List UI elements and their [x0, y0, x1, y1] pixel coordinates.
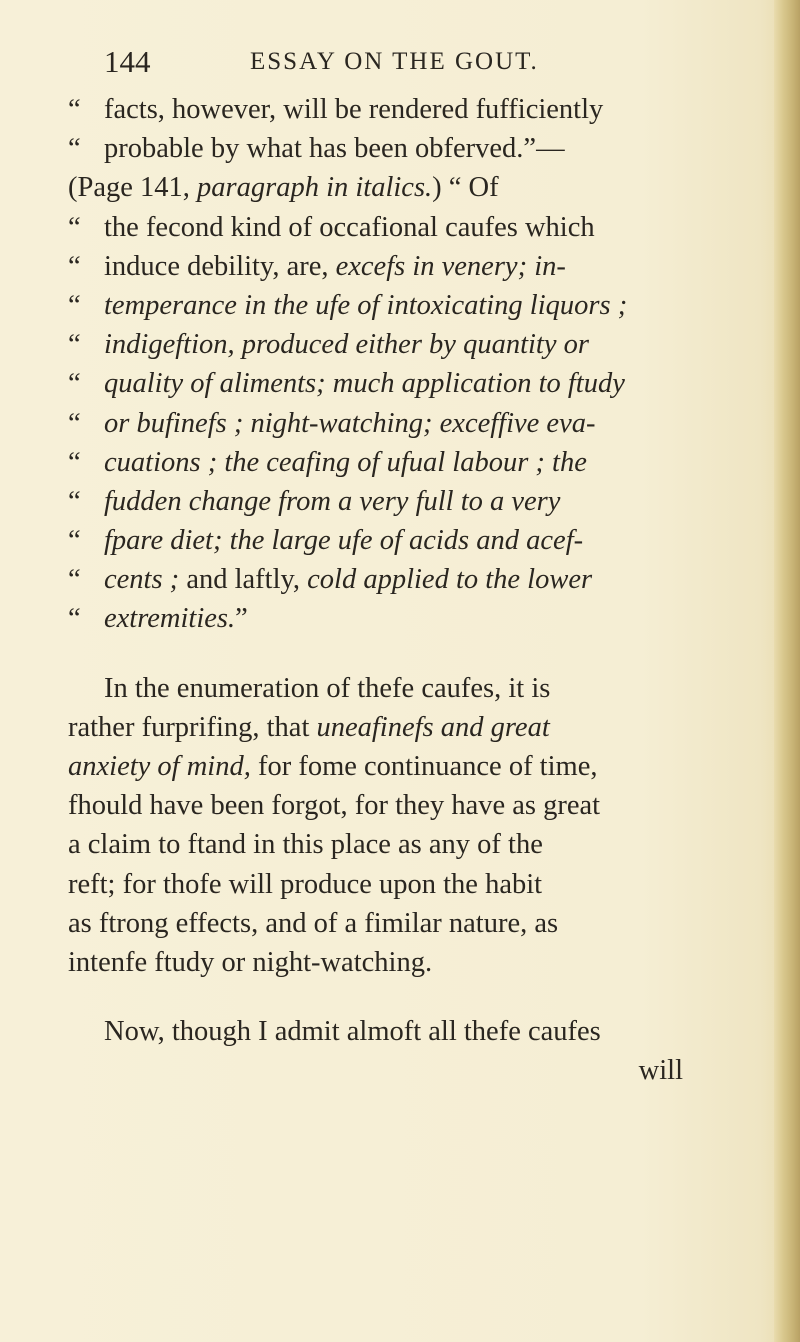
text-run: extremities.: [104, 603, 236, 635]
quote-line: [68, 90, 723, 129]
text-run: temperance in the ufe of intoxicating liquors ;: [104, 289, 628, 321]
text-run: and laftly,: [186, 564, 308, 596]
paragraph-line: [68, 669, 723, 708]
text-run: quality of aliments; much application to ftudy: [104, 368, 625, 400]
text-run: probable by what has been obferved.”—: [104, 133, 565, 165]
paragraph-line: [68, 943, 723, 982]
text-run: or bufinefs ; night-watching; exceffive eva-: [104, 407, 596, 439]
text-run: intenfe ftudy or night-watching.: [68, 946, 433, 978]
text-run: fhould have been forgot, for they have as great: [68, 790, 601, 822]
text-run: “: [68, 525, 81, 557]
quote-line: [68, 482, 723, 521]
text-run: “: [68, 564, 81, 596]
paragraph-line: [68, 786, 723, 825]
paragraph-line: [68, 904, 723, 943]
quote-line: [68, 364, 723, 403]
page-edge-shadow: [774, 0, 800, 1342]
quote-line: [68, 599, 723, 638]
quote-line: [68, 443, 723, 482]
text-run: a claim to ftand in this place as any of the: [68, 829, 543, 861]
paragraph: [68, 669, 723, 983]
quote-line: [68, 208, 723, 247]
paragraph-line: [68, 708, 723, 747]
text-run: “: [68, 211, 81, 243]
text-run: fpare diet; the large ufe of acids and acef-: [104, 525, 584, 557]
page-number: 144: [104, 44, 151, 79]
quote-line: [68, 286, 723, 325]
text-run: indigeftion, produced either by quantity or: [104, 329, 589, 361]
text-run: the fecond kind of occafional caufes which: [104, 211, 595, 243]
quote-line: [68, 247, 723, 286]
text-run: In the enumeration of thefe caufes, it is: [104, 672, 551, 704]
catchword: will: [638, 1055, 683, 1087]
text-run: “: [68, 485, 81, 517]
text-run: “: [68, 329, 81, 361]
text-run: “: [68, 133, 81, 165]
text-run: “: [68, 289, 81, 321]
text-run: “: [68, 94, 81, 125]
quote-line: [68, 325, 723, 364]
text-run: excefs in venery; in-: [335, 250, 566, 282]
text-run: “: [68, 446, 81, 478]
quote-line: [68, 168, 723, 207]
text-run: cold applied to the lower: [307, 564, 593, 596]
paragraph-line: [68, 825, 723, 864]
quote-line: [68, 404, 723, 443]
text-run: ”: [235, 603, 248, 635]
quote-line: [68, 521, 723, 560]
page-header: [104, 44, 704, 84]
text-run: “: [68, 603, 81, 635]
final-line: Now, though I admit almoft all thefe caufes: [104, 1016, 601, 1048]
text-run: “: [68, 407, 81, 439]
text-run: induce debility, are,: [104, 250, 336, 282]
quoted-passage: [68, 90, 723, 639]
text-run: (Page 141,: [68, 172, 198, 204]
text-run: ) “ Of: [432, 172, 499, 204]
text-run: facts, however, will be rendered fufficiently: [104, 94, 604, 125]
running-title: ESSAY ON THE GOUT.: [250, 48, 539, 75]
text-run: cuations ; the ceafing of ufual labour ; the: [104, 446, 587, 478]
text-run: reft; for thofe will produce upon the habit: [68, 868, 543, 900]
text-run: cents ;: [104, 564, 187, 596]
text-run: rather furprifing, that: [68, 711, 317, 743]
text-run: “: [68, 250, 81, 282]
text-run: for fome continuance of time,: [250, 751, 598, 782]
page-body: [68, 90, 723, 1091]
text-run: “: [68, 368, 81, 400]
paragraph-line: [68, 865, 723, 904]
text-run: fudden change from a very full to a very: [104, 485, 561, 517]
text-run: as ftrong effects, and of a fimilar nature, as: [68, 907, 559, 939]
paragraph-line: [68, 747, 723, 786]
text-run: paragraph in italics.: [197, 172, 433, 204]
text-run: uneafinefs and great: [316, 711, 550, 743]
text-run: anxiety of mind,: [68, 751, 251, 782]
quote-line: [68, 560, 723, 599]
quote-line: [68, 129, 723, 168]
